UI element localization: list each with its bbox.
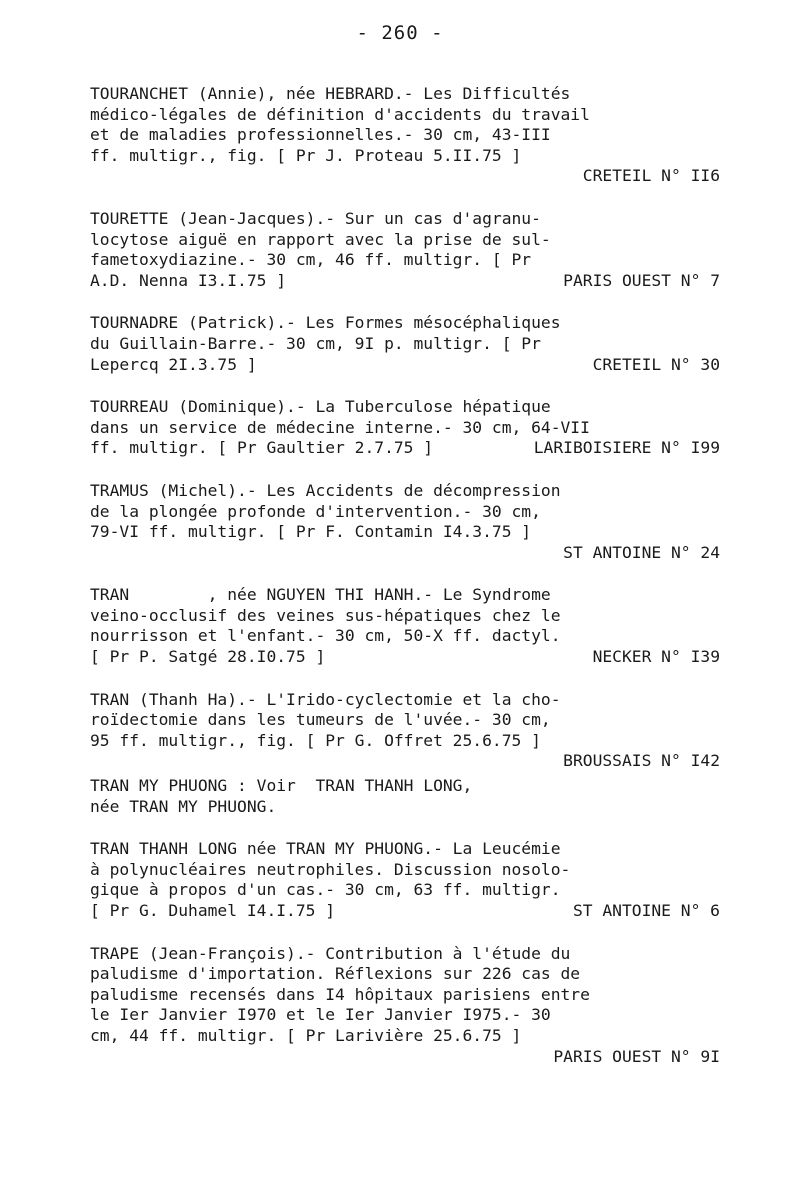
entry-last-line <box>90 355 720 376</box>
entry-line: ff. multigr. [ Pr Gaultier 2.7.75 ] <box>90 438 434 458</box>
entry-line: TRAMUS (Michel).- Les Accidents de décompression <box>90 480 561 500</box>
entry-location: LARIBOISIERE N° I99 <box>533 438 720 458</box>
entry-line: dans un service de médecine interne.- 30 cm, 64-VII <box>90 417 590 437</box>
entry-line: 79-VI ff. multigr. [ Pr F. Contamin I4.3.75 ] <box>90 522 532 542</box>
entry-last-line <box>90 271 720 292</box>
entry-line: TOURNADRE (Patrick).- Les Formes mésocéphaliques <box>90 313 561 333</box>
entry-line: veino-occlusif des veines sus-hépatiques chez le <box>90 605 561 625</box>
entry-line: Lepercq 2I.3.75 ] <box>90 354 257 374</box>
entry-line: née TRAN MY PHUONG. <box>90 796 277 816</box>
page-number: - 260 - <box>356 22 444 44</box>
entry-line: TRAN , née NGUYEN THI HANH.- Le Syndrome <box>90 585 551 605</box>
entry-line: nourrisson et l'enfant.- 30 cm, 50-X ff. dactyl. <box>90 626 561 646</box>
catalog-entry <box>90 397 720 459</box>
entry-line: médico-légales de définition d'accidents du travail <box>90 104 590 124</box>
entry-last-line <box>90 438 720 459</box>
catalog-entry <box>90 585 720 667</box>
entry-line: à polynucléaires neutrophiles. Discussion nosolo- <box>90 859 571 879</box>
catalog-entry <box>90 944 720 1068</box>
entry-line: [ Pr G. Duhamel I4.I.75 ] <box>90 901 336 920</box>
entry-location: PARIS OUEST N° 7 <box>563 270 720 290</box>
catalog-entry <box>90 209 720 291</box>
entry-line: cm, 44 ff. multigr. [ Pr Larivière 25.6.75 ] <box>90 1025 522 1045</box>
entry-line: 95 ff. multigr., fig. [ Pr G. Offret 25.6.75 ] <box>90 730 541 750</box>
entry-last-line <box>90 901 720 922</box>
entry-location: ST ANTOINE N° 24 <box>563 542 720 562</box>
entry-line: TRAPE (Jean-François).- Contribution à l'étude du <box>90 943 571 963</box>
entry-line: TOURANCHET (Annie), née HEBRARD.- Les Difficultés <box>90 84 571 103</box>
entry-line: TRAN THANH LONG née TRAN MY PHUONG.- La Leucémie <box>90 839 561 859</box>
entry-line: TRAN (Thanh Ha).- L'Irido-cyclectomie et la cho- <box>90 689 561 709</box>
entry-line: paludisme d'importation. Réflexions sur 226 cas de <box>90 964 581 984</box>
catalog-entries <box>90 84 720 1067</box>
entry-line: et de maladies professionnelles.- 30 cm, 43-III <box>90 125 551 145</box>
entry-line: fametoxydiazine.- 30 cm, 46 ff. multigr. [ Pr <box>90 250 532 270</box>
entry-line: paludisme recensés dans I4 hôpitaux parisiens entre <box>90 984 590 1004</box>
entry-line: de la plongée profonde d'intervention.- 30 cm, <box>90 501 541 521</box>
catalog-entry <box>90 839 720 921</box>
entry-location: PARIS OUEST N° 9I <box>553 1046 720 1066</box>
entry-line: A.D. Nenna I3.I.75 ] <box>90 270 287 290</box>
entry-location: CRETEIL N° II6 <box>582 166 720 186</box>
catalog-entry <box>90 313 720 375</box>
entry-location: CRETEIL N° 30 <box>592 354 720 374</box>
entry-location: BROUSSAIS N° I42 <box>563 751 720 771</box>
entry-line: roïdectomie dans les tumeurs de l'uvée.- 30 cm, <box>90 710 551 730</box>
entry-line: ff. multigr., fig. [ Pr J. Proteau 5.II.75 ] <box>90 145 522 165</box>
entry-line: le Ier Janvier I970 et le Ier Janvier I975.- 30 <box>90 1005 551 1025</box>
entry-line: TOURREAU (Dominique).- La Tuberculose hépatique <box>90 397 551 417</box>
entry-line: TRAN MY PHUONG : Voir TRAN THANH LONG, <box>90 776 473 796</box>
entry-line: du Guillain-Barre.- 30 cm, 9I p. multigr. [ Pr <box>90 333 541 353</box>
catalog-entry <box>90 481 720 563</box>
entry-line: locytose aiguë en rapport avec la prise de sul- <box>90 229 551 249</box>
entry-last-line <box>90 647 720 668</box>
entry-location: NECKER N° I39 <box>592 647 720 667</box>
catalog-entry <box>90 690 720 772</box>
entry-line: gique à propos d'un cas.- 30 cm, 63 ff. multigr. <box>90 880 561 900</box>
entry-location: ST ANTOINE N° 6 <box>572 901 720 920</box>
entry-line: [ Pr P. Satgé 28.I0.75 ] <box>90 647 326 667</box>
entry-line: TOURETTE (Jean-Jacques).- Sur un cas d'agranu- <box>90 208 541 228</box>
cross-reference-entry <box>90 776 720 817</box>
catalog-entry <box>90 84 720 187</box>
